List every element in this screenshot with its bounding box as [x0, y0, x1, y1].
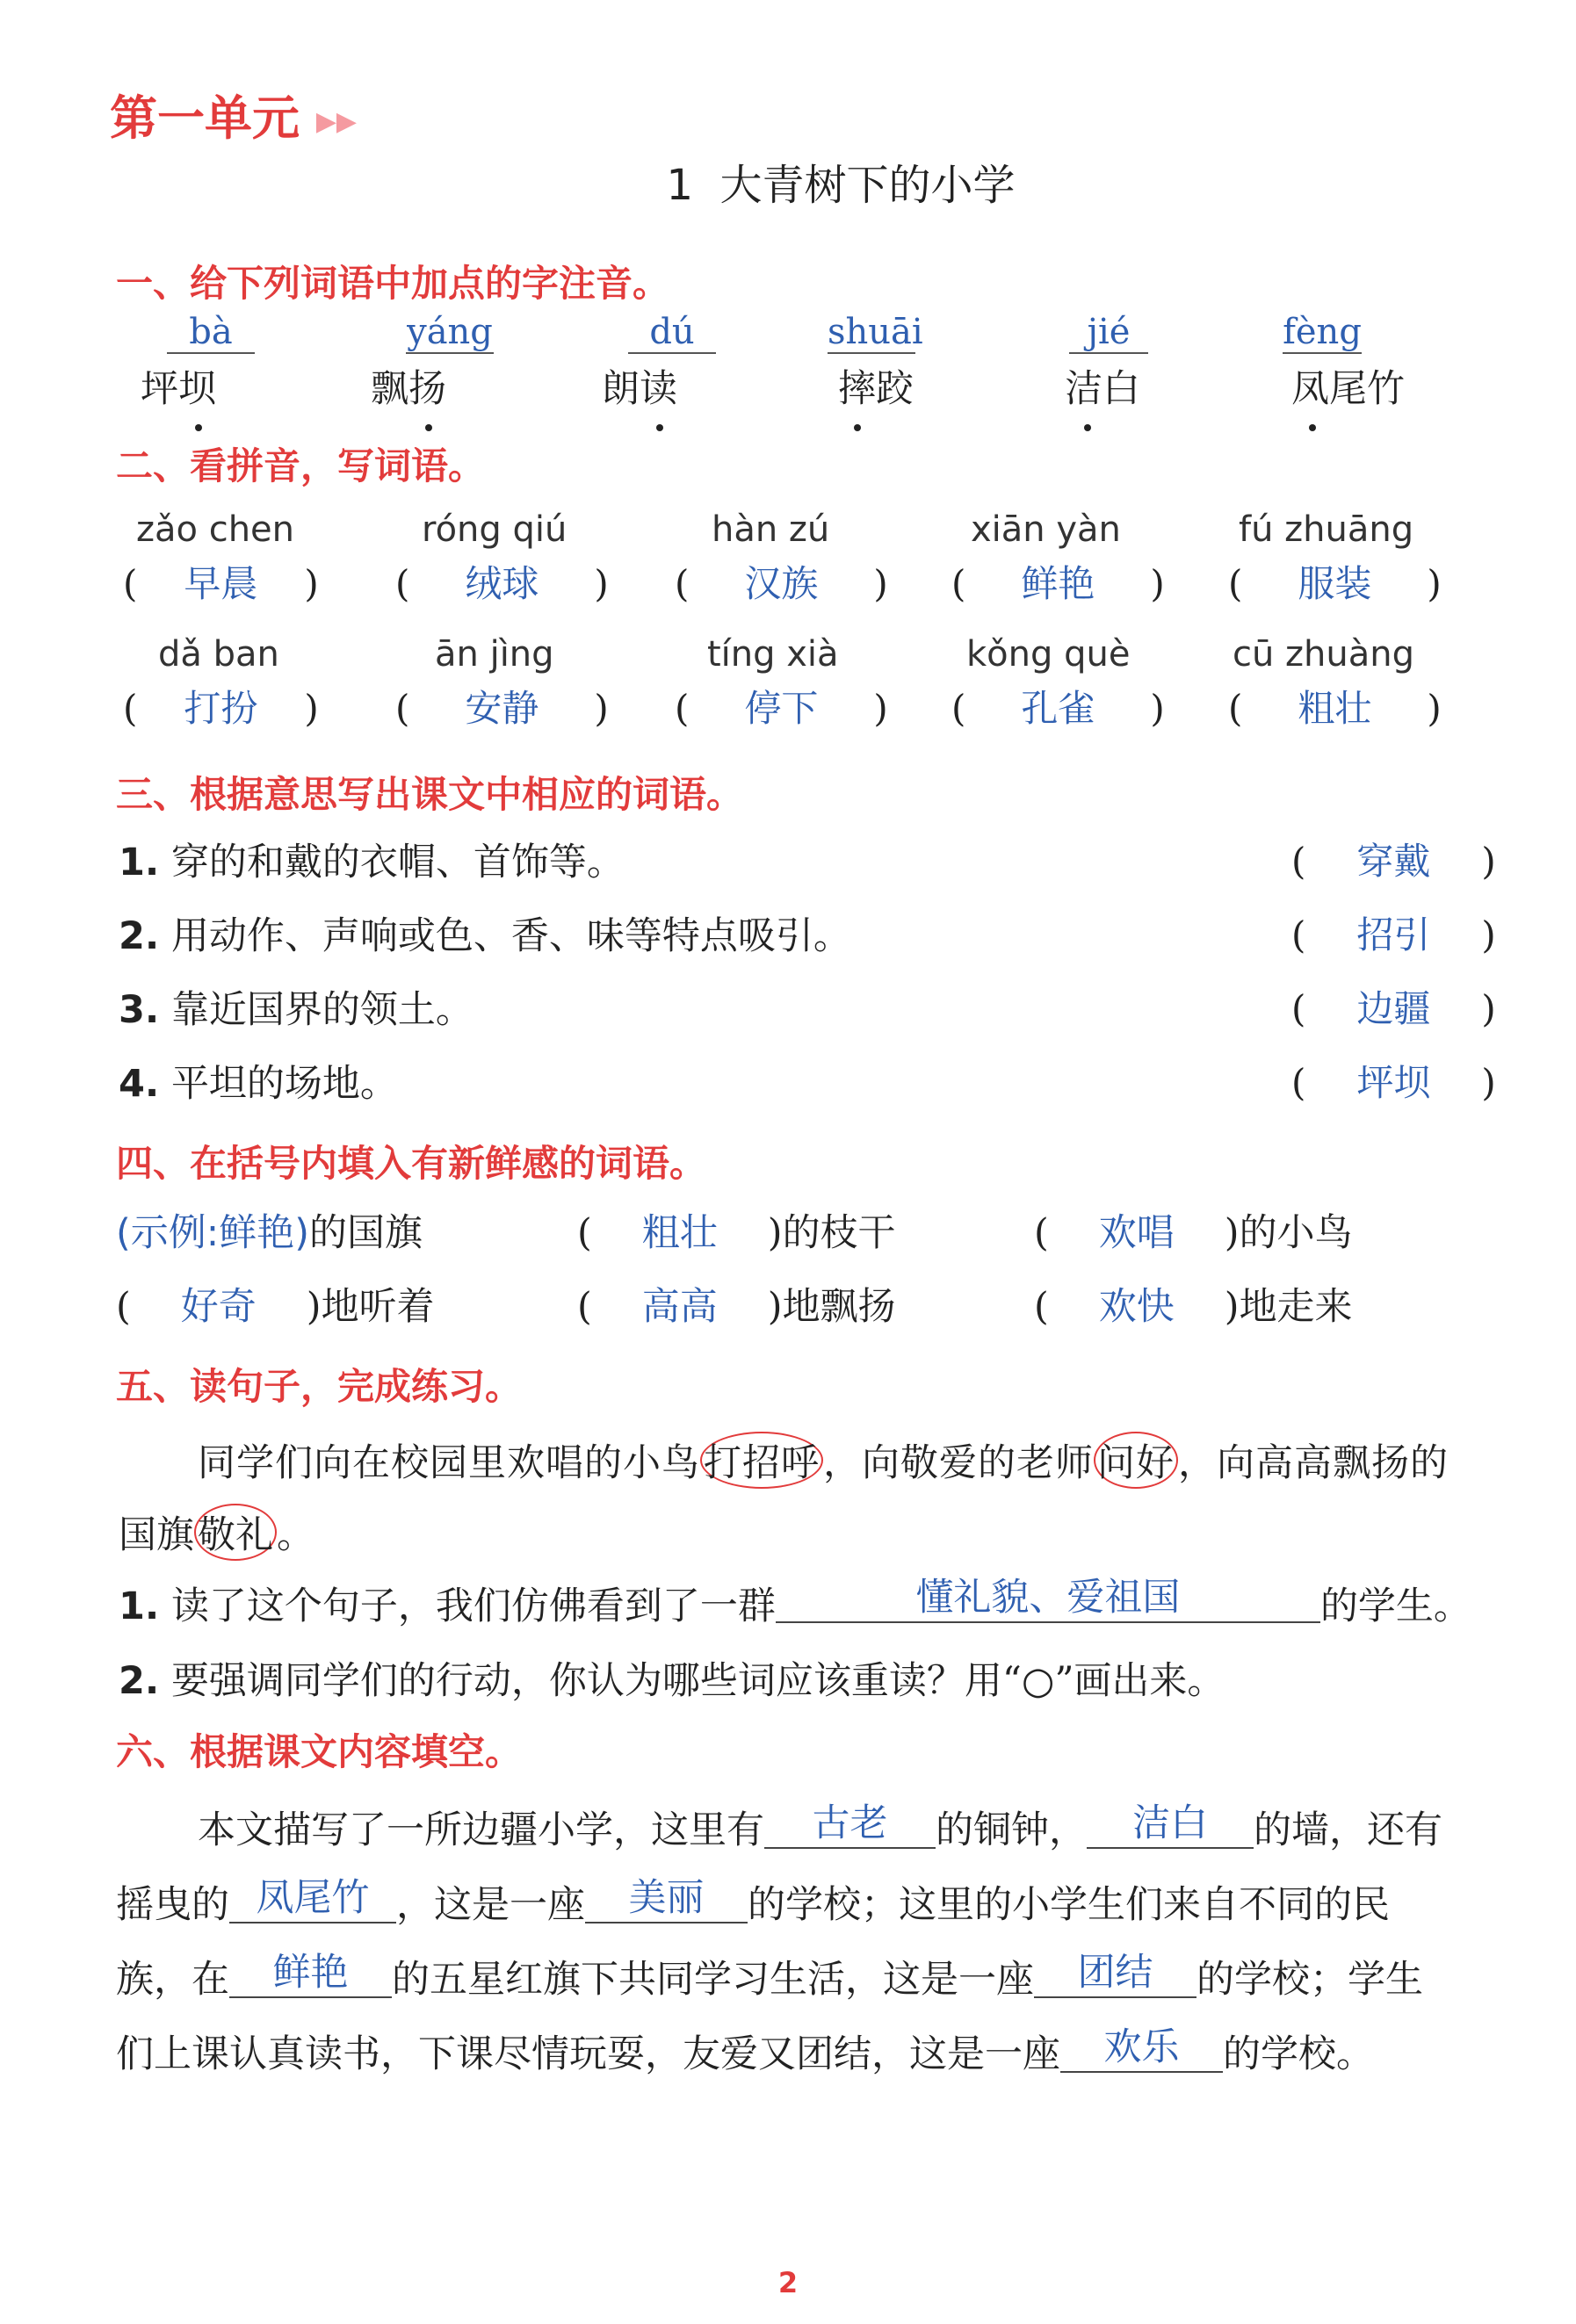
item-text: 平坦的场地。 [170, 1062, 398, 1106]
paren-answer: ( 粗壮 ) [1228, 680, 1442, 733]
text: 们上课认真读书，下课尽情玩耍，友爱又团结，这是一座 [116, 2032, 1060, 2076]
s4-cell: ( 好奇 )地听着 [116, 1277, 435, 1331]
s2-row-1 [119, 509, 1489, 615]
text: 的学校；学生 [1196, 1958, 1423, 2002]
answer: 招引 [1356, 913, 1431, 956]
word: 洁白 [1065, 367, 1140, 411]
answer: 粗壮 [1298, 687, 1372, 730]
answer-blank: 鲜艳 [229, 1943, 392, 1998]
item-number: 3. [119, 988, 160, 1032]
pinyin: zǎo chen [136, 509, 294, 550]
emphasis-dot [656, 424, 663, 431]
s4-cell: ( 欢快 )地走来 [1034, 1277, 1353, 1331]
s2-cell [123, 634, 319, 730]
s2-cell [123, 509, 319, 605]
phrase-tail: 的枝干 [782, 1211, 896, 1255]
answer-blank: 洁白 [1087, 1794, 1254, 1849]
answer: 欢唱 [1098, 1211, 1175, 1255]
answer: 粗壮 [641, 1211, 718, 1255]
item-number: 2. [119, 1659, 160, 1703]
question-text: 读了这个句子，我们仿佛看到了一群 [170, 1584, 776, 1628]
answer: 服装 [1298, 562, 1372, 605]
answer: 绒球 [465, 562, 539, 605]
pinyin: hàn zú [712, 509, 830, 550]
pinyin: tíng xià [707, 634, 839, 675]
answer: 欢快 [1098, 1285, 1175, 1329]
word: 朗读 [602, 367, 677, 411]
s1-item [371, 312, 493, 413]
pinyin: róng qiú [422, 509, 568, 550]
unit-title [110, 81, 357, 148]
s1-item [141, 312, 246, 413]
paren-answer: ( 绒球 ) [395, 555, 609, 608]
s1-item [1283, 312, 1441, 413]
section-5-title: 五、读句子，完成练习。 [116, 1365, 523, 1408]
s6-line-2 [116, 1875, 1390, 1931]
s6-line-3 [116, 1950, 1423, 2005]
section-2-title: 二、看拼音，写词语。 [116, 444, 486, 487]
paren-answer: ( 穿戴 ) [1291, 833, 1496, 885]
phrase-tail: 的国旗 [309, 1211, 423, 1255]
s2-row-2 [119, 634, 1489, 740]
answer: 汉族 [744, 562, 819, 605]
section-1-title: 一、给下列词语中加点的字注音。 [116, 262, 670, 305]
answer: 穿戴 [1356, 840, 1431, 883]
paren-answer: ( 坪坝 ) [1291, 1054, 1496, 1107]
item-number: 4. [119, 1062, 160, 1106]
section-3-title: 三、根据意思写出课文中相应的词语。 [116, 773, 744, 816]
s3-item [119, 1054, 398, 1108]
s4-grid [116, 1203, 1522, 1353]
unit-title-text: 第一单元 [110, 90, 300, 146]
s2-cell [395, 634, 609, 730]
s5-sentence-line-1 [198, 1432, 1449, 1489]
paren-answer: ( 招引 ) [1291, 906, 1496, 959]
pinyin-answer: yáng [407, 312, 493, 352]
answer-blank: 凤尾竹 [229, 1868, 396, 1923]
pinyin-answer: dú [628, 312, 716, 354]
text: 本文描写了一所边疆小学，这里有 [198, 1808, 764, 1852]
s5-question-1 [119, 1577, 1471, 1632]
answer: 鲜艳 [1021, 562, 1095, 605]
answer: 停下 [744, 687, 819, 730]
text: 族，在 [116, 1958, 229, 2002]
pinyin: fú zhuāng [1239, 509, 1414, 550]
s6-line-1 [198, 1801, 1442, 1856]
paren-answer: ( 鲜艳 ) [951, 555, 1165, 608]
emphasis-dot [1309, 424, 1316, 431]
answer: 边疆 [1356, 987, 1431, 1030]
text: ，这是一座 [396, 1883, 585, 1927]
s2-cell [675, 509, 888, 605]
paren-answer: ( 服装 ) [1228, 555, 1442, 608]
sentence-text: 。 [277, 1513, 314, 1557]
pinyin: dǎ ban [158, 634, 279, 675]
item-text: 穿的和戴的衣帽、首饰等。 [170, 841, 625, 884]
pinyin: xiān yàn [971, 509, 1121, 550]
page-number: 2 [777, 2266, 799, 2299]
paren-answer: ( 汉族 ) [675, 555, 888, 608]
phrase-tail: 地飘扬 [782, 1285, 896, 1329]
answer: 高高 [641, 1285, 718, 1329]
sentence-text: 国旗 [119, 1513, 194, 1557]
s1-items [141, 312, 1511, 426]
word: 飘扬 [371, 367, 446, 411]
circled-word: 问好 [1094, 1432, 1178, 1489]
s3-item [119, 980, 474, 1034]
answer: 打扮 [184, 687, 258, 730]
pinyin-answer: jié [1069, 312, 1148, 354]
emphasis-dot [854, 424, 861, 431]
phrase-tail: 地走来 [1239, 1285, 1353, 1329]
answer-blank: 美丽 [585, 1868, 748, 1923]
sentence-text: ，向敬爱的老师 [823, 1441, 1094, 1485]
word: 坪坝 [141, 367, 216, 411]
emphasis-dot [1084, 424, 1091, 431]
s4-cell: ( 欢唱 )的小鸟 [1034, 1203, 1353, 1257]
section-4-title: 四、在括号内填入有新鲜感的词语。 [116, 1142, 707, 1185]
s1-item [602, 312, 707, 413]
question-text: 的学生。 [1319, 1584, 1471, 1628]
phrase-tail: 地听着 [321, 1285, 435, 1329]
pinyin: ān jìng [435, 634, 554, 675]
pinyin-answer: shuāi [828, 312, 923, 352]
lesson-title: 1 大青树下的小学 [666, 161, 1016, 210]
s4-cell: ( 粗壮 )的枝干 [577, 1203, 896, 1257]
paren-answer: ( 安静 ) [395, 680, 609, 733]
paren-answer: ( 边疆 ) [1291, 980, 1496, 1033]
word: 摔跤 [838, 367, 914, 411]
item-text: 用动作、声响或色、香、味等特点吸引。 [170, 914, 851, 958]
emphasis-dot [195, 424, 202, 431]
paren-answer: ( 打扮 ) [123, 680, 319, 733]
text: 的五星红旗下共同学习生活，这是一座 [392, 1958, 1034, 2002]
item-number: 1. [119, 1584, 160, 1628]
s2-cell [951, 509, 1165, 605]
answer-blank: 欢乐 [1060, 2017, 1223, 2073]
answer: 早晨 [184, 562, 258, 605]
s4-cell: ( 高高 )地飘扬 [577, 1277, 896, 1331]
text: 的学校；这里的小学生们来自不同的民 [748, 1883, 1390, 1927]
s2-cell [951, 634, 1165, 730]
sentence-text: ，向高高飘扬的 [1178, 1441, 1449, 1485]
text: 的墙，还有 [1254, 1808, 1442, 1852]
sentence-text: 同学们向在校园里欢唱的小鸟 [198, 1441, 700, 1485]
answer: 好奇 [180, 1285, 257, 1329]
s1-item [828, 312, 933, 413]
text: 的学校。 [1223, 2032, 1374, 2076]
word: 凤尾竹 [1291, 367, 1405, 411]
answer-blank: 古老 [764, 1794, 936, 1849]
s6-line-4 [116, 2024, 1374, 2080]
item-number: 2. [119, 914, 160, 958]
answer: 孔雀 [1021, 687, 1095, 730]
s4-cell [116, 1203, 423, 1257]
phrase-tail: 的小鸟 [1239, 1211, 1353, 1255]
pinyin: cū zhuàng [1233, 634, 1415, 675]
answer-blank: 团结 [1034, 1943, 1196, 1998]
item-text: 靠近国界的领土。 [170, 988, 474, 1032]
answer: 安静 [465, 687, 539, 730]
paren-answer: ( 早晨 ) [123, 555, 319, 608]
circled-word: 敬礼 [194, 1504, 277, 1561]
answer-blank: 懂礼貌、爱祖国 [776, 1568, 1320, 1623]
example: (示例:鲜艳) [116, 1211, 310, 1255]
text: 的铜钟， [936, 1808, 1087, 1852]
s3-item [119, 833, 625, 886]
s1-item [1056, 312, 1161, 413]
section-6-title: 六、根据课文内容填空。 [116, 1730, 523, 1773]
s5-question-2 [119, 1651, 1225, 1705]
pinyin-answer: fèng [1283, 312, 1362, 352]
s2-cell [1228, 634, 1442, 730]
circled-word: 打招呼 [700, 1432, 823, 1489]
pinyin-answer: bà [167, 312, 255, 354]
question-text: 要强调同学们的行动，你认为哪些词应该重读？用“○”画出来。 [170, 1659, 1225, 1703]
paren-answer: ( 孔雀 ) [951, 680, 1165, 733]
s2-cell [675, 634, 888, 730]
s2-cell [1228, 509, 1442, 605]
s3-item [119, 906, 851, 960]
s5-sentence-line-2 [119, 1504, 314, 1561]
answer: 坪坝 [1356, 1061, 1431, 1104]
text: 摇曳的 [116, 1883, 229, 1927]
paren-answer: ( 停下 ) [675, 680, 888, 733]
emphasis-dot [425, 424, 432, 431]
double-arrow-icon: ▶▶ [315, 105, 357, 137]
pinyin: kǒng què [966, 634, 1131, 675]
item-number: 1. [119, 841, 160, 884]
s2-cell [395, 509, 609, 605]
